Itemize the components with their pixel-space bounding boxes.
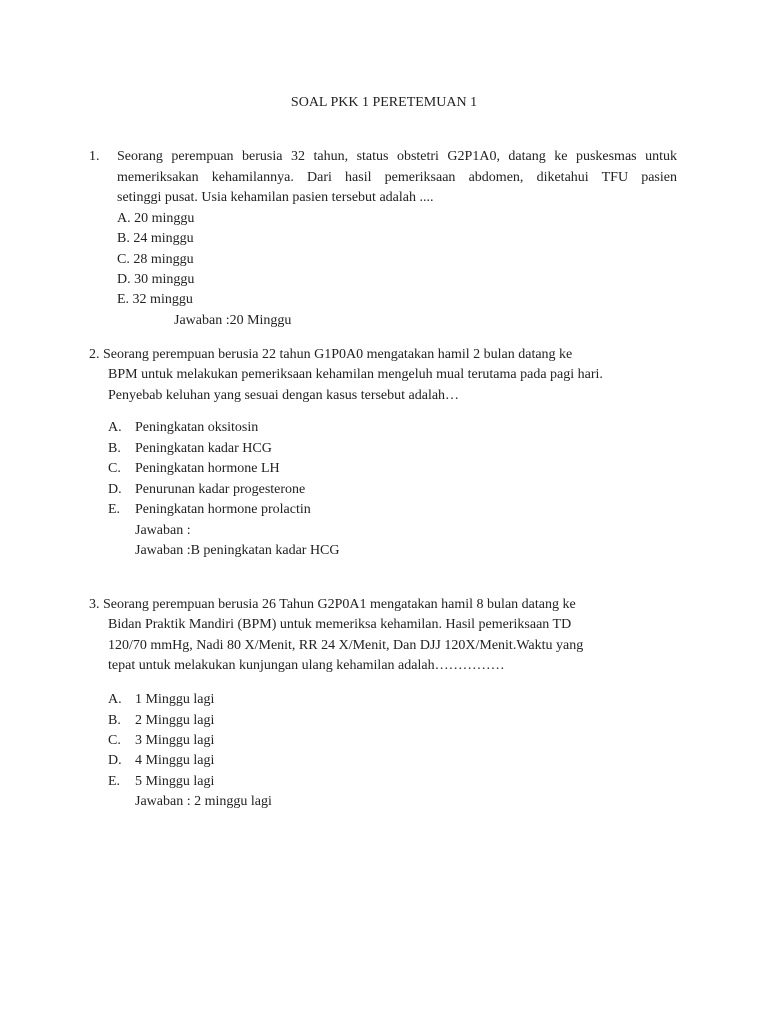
answer-option: E. 32 minggu bbox=[117, 292, 193, 307]
option-text: 3 Minggu lagi bbox=[135, 733, 215, 748]
option-text: Peningkatan oksitosin bbox=[135, 420, 259, 435]
option-letter: E. bbox=[108, 502, 121, 517]
question-line: 120/70 mmHg, Nadi 80 X/Menit, RR 24 X/Menit, Dan DJJ 120X/Menit.Waktu yang bbox=[108, 638, 584, 653]
answer-option: A. 20 minggu bbox=[117, 211, 195, 226]
option-text: 4 Minggu lagi bbox=[135, 753, 215, 768]
option-text: Penurunan kadar progesterone bbox=[135, 482, 306, 497]
question-line: Seorang perempuan berusia 32 tahun, status obstetri G2P1A0, datang ke puskesmas untuk bbox=[117, 149, 677, 164]
question-line: tepat untuk melakukan kunjungan ulang kehamilan adalah…………… bbox=[108, 658, 505, 673]
option-text: 2 Minggu lagi bbox=[135, 713, 215, 728]
question-line: setinggi pusat. Usia kehamilan pasien tersebut adalah .... bbox=[117, 190, 434, 205]
answer-key: Jawaban :20 Minggu bbox=[174, 313, 292, 328]
question-line: Penyebab keluhan yang sesuai dengan kasus tersebut adalah… bbox=[108, 388, 460, 403]
answer-key-blank: Jawaban : bbox=[135, 523, 191, 538]
option-letter: E. bbox=[108, 774, 121, 789]
answer-key: Jawaban :B peningkatan kadar HCG bbox=[135, 543, 340, 558]
answer-option: B. 24 minggu bbox=[117, 231, 194, 246]
question-line: Bidan Praktik Mandiri (BPM) untuk memeriksa kehamilan. Hasil pemeriksaan TD bbox=[108, 617, 572, 632]
option-letter: C. bbox=[108, 733, 121, 748]
question-line: memeriksakan kehamilannya. Dari hasil pemeriksaan abdomen, diketahui TFU pasien bbox=[117, 170, 677, 185]
option-text: 5 Minggu lagi bbox=[135, 774, 215, 789]
question-line: 2. Seorang perempuan berusia 22 tahun G1P0A0 mengatakan hamil 2 bulan datang ke bbox=[89, 347, 573, 362]
option-letter: B. bbox=[108, 713, 121, 728]
option-letter: D. bbox=[108, 753, 122, 768]
option-text: Peningkatan hormone LH bbox=[135, 461, 280, 476]
option-text: Peningkatan kadar HCG bbox=[135, 441, 272, 456]
answer-option: C. 28 minggu bbox=[117, 252, 194, 267]
option-letter: D. bbox=[108, 482, 122, 497]
question-number: 1. bbox=[89, 149, 100, 164]
question-line: 3. Seorang perempuan berusia 26 Tahun G2P0A1 mengatakan hamil 8 bulan datang ke bbox=[89, 597, 576, 612]
question-line: BPM untuk melakukan pemeriksaan kehamilan mengeluh mual terutama pada pagi hari. bbox=[108, 367, 603, 382]
answer-option: D. 30 minggu bbox=[117, 272, 195, 287]
option-letter: A. bbox=[108, 420, 122, 435]
option-letter: B. bbox=[108, 441, 121, 456]
page-title: SOAL PKK 1 PERETEMUAN 1 bbox=[290, 95, 478, 110]
option-letter: C. bbox=[108, 461, 121, 476]
option-text: 1 Minggu lagi bbox=[135, 692, 215, 707]
answer-key: Jawaban : 2 minggu lagi bbox=[135, 794, 272, 809]
option-letter: A. bbox=[108, 692, 122, 707]
option-text: Peningkatan hormone prolactin bbox=[135, 502, 311, 517]
